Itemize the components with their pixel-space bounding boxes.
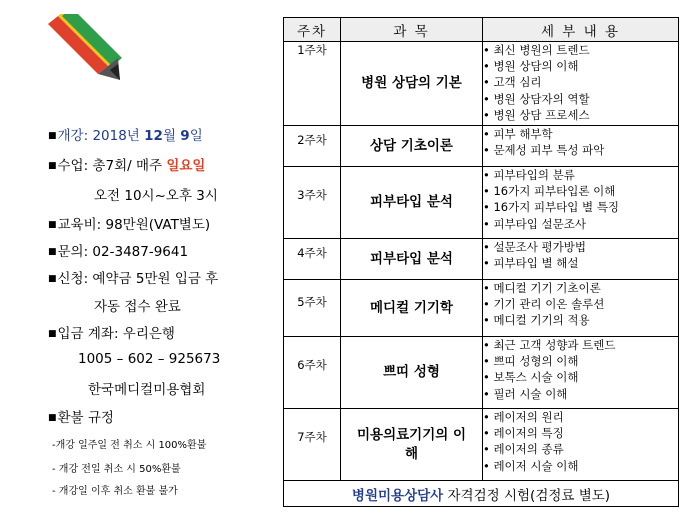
detail-item: • 필러 시술 이해 [483, 386, 678, 402]
refund-title: ■환불 규정 [48, 410, 114, 426]
detail-item: • 레이저의 특징 [483, 425, 678, 441]
contact-phone: ■문의: 02-3487-9641 [48, 244, 189, 260]
subject-cell: 상담 기초이론 [341, 126, 483, 167]
subject-cell: 피부타입 분석 [341, 239, 483, 280]
detail-item: • 피부타입의 분류 [483, 167, 678, 183]
course-info-panel [0, 0, 270, 525]
detail-item: • 레이저의 종류 [483, 441, 678, 457]
details-cell [483, 126, 679, 167]
bank-account: ■입금 계좌: 우리은행 [48, 326, 175, 342]
detail-item: • 메디컬 기기의 적용 [483, 312, 678, 328]
account-holder: 한국메디컬미용협회 [88, 382, 206, 398]
detail-item: • 보톡스 시술 이해 [483, 369, 678, 385]
week-cell: 4주차 [284, 239, 341, 280]
detail-item: • 병원 상담자의 역할 [483, 91, 678, 107]
header-details: 세 부 내 용 [483, 18, 679, 42]
table-footer-row [284, 481, 679, 507]
detail-item: • 최근 고객 성향과 트렌드 [483, 337, 678, 353]
details-cell [483, 42, 679, 126]
header-week: 주차 [284, 18, 341, 42]
detail-item: • 쁘띠 성형의 이해 [483, 353, 678, 369]
curriculum-table [283, 17, 679, 507]
detail-item: • 레이저의 원리 [483, 409, 678, 425]
tuition-fee: ■교육비: 98만원(VAT별도) [48, 217, 211, 233]
class-time: 오전 10시~오후 3시 [94, 188, 218, 204]
table-row [284, 42, 679, 126]
refund-rule: -개강 일주일 전 취소 시 100%환불 [52, 440, 207, 451]
class-schedule: ■수업: 총7회/ 매주 일요일 [48, 158, 206, 174]
detail-item: • 16가지 피부타입 별 특징 [483, 199, 678, 215]
subject-cell: 병원 상담의 기본 [341, 42, 483, 126]
details-cell [483, 239, 679, 280]
apply-info: ■신청: 예약금 5만원 입금 후 [48, 271, 219, 287]
detail-item: • 병원 상담 프로세스 [483, 107, 678, 123]
table-row [284, 409, 679, 481]
subject-cell: 쁘띠 성형 [341, 337, 483, 409]
detail-item: • 피부타입 설문조사 [483, 216, 678, 232]
table-row [284, 280, 679, 337]
detail-item: • 고객 심리 [483, 74, 678, 90]
detail-item: • 레이저 시술 이해 [483, 458, 678, 474]
week-cell: 5주차 [284, 280, 341, 337]
detail-item: • 피부 해부학 [483, 126, 678, 142]
detail-item: • 문제성 피부 특성 파악 [483, 142, 678, 158]
detail-item: • 피부타입 별 해설 [483, 255, 678, 271]
header-subject: 과 목 [341, 18, 483, 42]
certification-note: 병원미용상담사 자격검정 시험(검정료 별도) [284, 481, 679, 507]
week-cell: 2주차 [284, 126, 341, 167]
detail-item: • 메디컬 기기 기초이론 [483, 280, 678, 296]
account-number: 1005 – 602 – 925673 [78, 351, 221, 367]
subject-cell: 미용의료기기의 이해 [341, 409, 483, 481]
open-date: ■개강: 2018년 12월 9일 [48, 128, 203, 144]
table-row [284, 167, 679, 239]
detail-item: • 16가지 피부타입론 이해 [483, 183, 678, 199]
details-cell [483, 280, 679, 337]
refund-rule: - 개강일 이후 취소 환불 불가 [52, 486, 178, 497]
week-cell: 7주차 [284, 409, 341, 481]
details-cell [483, 409, 679, 481]
detail-item: • 설문조사 평가방법 [483, 239, 678, 255]
subject-cell: 피부타입 분석 [341, 167, 483, 239]
table-row [284, 239, 679, 280]
week-cell: 3주차 [284, 167, 341, 239]
table-row [284, 126, 679, 167]
detail-item: • 기기 관리 이온 솔루션 [483, 296, 678, 312]
refund-rule: - 개강 전일 취소 시 50%환불 [52, 464, 181, 475]
detail-item: • 최신 병원의 트렌드 [483, 42, 678, 58]
details-cell [483, 337, 679, 409]
details-cell [483, 167, 679, 239]
week-cell: 1주차 [284, 42, 341, 126]
week-cell: 6주차 [284, 337, 341, 409]
apply-info-line2: 자동 접수 완료 [94, 299, 181, 315]
table-header-row [284, 18, 679, 42]
table-row [284, 337, 679, 409]
subject-cell: 메디컬 기기학 [341, 280, 483, 337]
detail-item: • 병원 상담의 이해 [483, 58, 678, 74]
